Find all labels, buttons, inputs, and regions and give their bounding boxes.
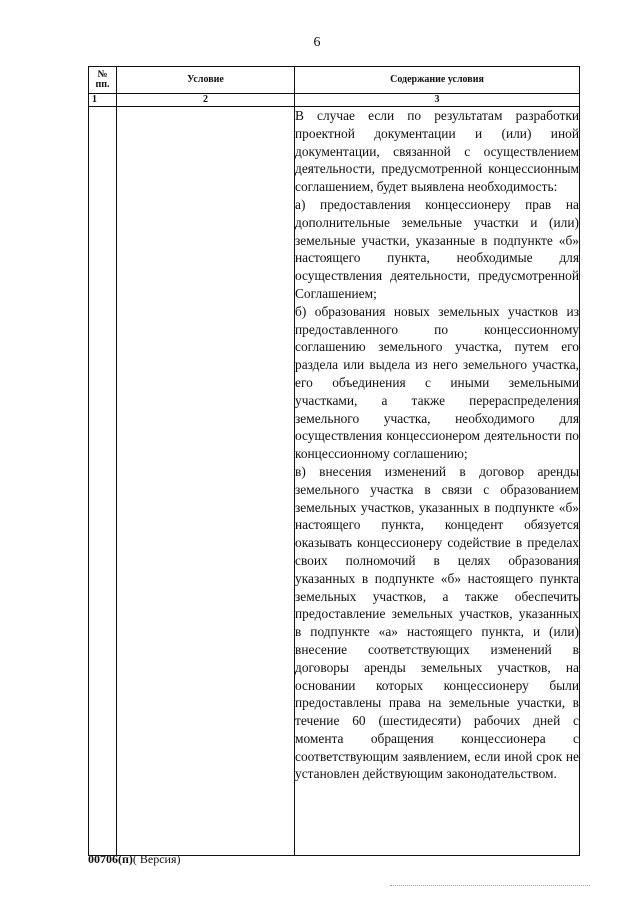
header-number: № пп. <box>89 67 117 94</box>
content-paragraph-intro: В случае если по результатам разработки проектной документации и (или) иной документации, связанной с осуществлением деятельности, предусмотренной концессионным соглашением, будет выявлена необходимость: <box>295 108 579 195</box>
table-row <box>89 107 580 856</box>
row-number-cell <box>89 107 117 856</box>
column-number-1: 1 <box>89 94 117 107</box>
document-footer <box>88 852 181 867</box>
content-paragraph-a: а) предоставления концессионеру прав на дополнительные земельные участки и (или) земельные участки, указанные в подпункте «б» настоящего пункта, необходимые для осуществления деятельности, предусмотренной Соглашением; <box>295 196 579 301</box>
table-header-row <box>89 67 580 94</box>
column-numbers-row <box>89 94 580 107</box>
content-paragraph-b: б) образования новых земельных участков из предоставленного по концессионному соглашению земельного участка, путем его раздела или выдела из него земельного участка, его объединения с иными земельными участками, а также перераспределения земельного участка, необходимого для осуществления концессионером деятельности по концессионному соглашению; <box>295 303 579 462</box>
column-number-2: 2 <box>117 94 295 107</box>
page-number: 6 <box>313 35 321 50</box>
content-paragraph-v: в) внесения изменений в договор аренды земельного участка в связи с образованием земельных участков, указанных в подпункте «б» настоящего пункта, концедент обязуется оказывать концессионеру содействие в пределах своих полномочий в целях образования указанных в подпункте «б» настоящего пункта земельных участков, а также обеспечить предоставление земельных участков, указанных в подпункте «а» настоящего пункта, и (или) внесение соответствующих изменений в договоры аренды земельных участков, на основании которых концессионеру были предоставлены права на земельные участки, в течение 60 (шестидесяти) рабочих дней с момента обращения концессионера с соответствующим заявлением, если иной срок не установлен действующим законодательством. <box>295 463 579 782</box>
header-content: Содержание условия <box>295 67 580 94</box>
condition-content-text <box>295 107 579 783</box>
column-number-3: 3 <box>295 94 580 107</box>
footer-code: 00706(п) <box>88 852 133 866</box>
footer-version: ( Версия) <box>132 852 181 866</box>
row-content-cell <box>295 107 580 856</box>
row-condition-cell <box>117 107 295 856</box>
header-condition: Условие <box>117 67 295 94</box>
conditions-table <box>88 66 580 856</box>
scan-artifact-line <box>390 885 590 892</box>
